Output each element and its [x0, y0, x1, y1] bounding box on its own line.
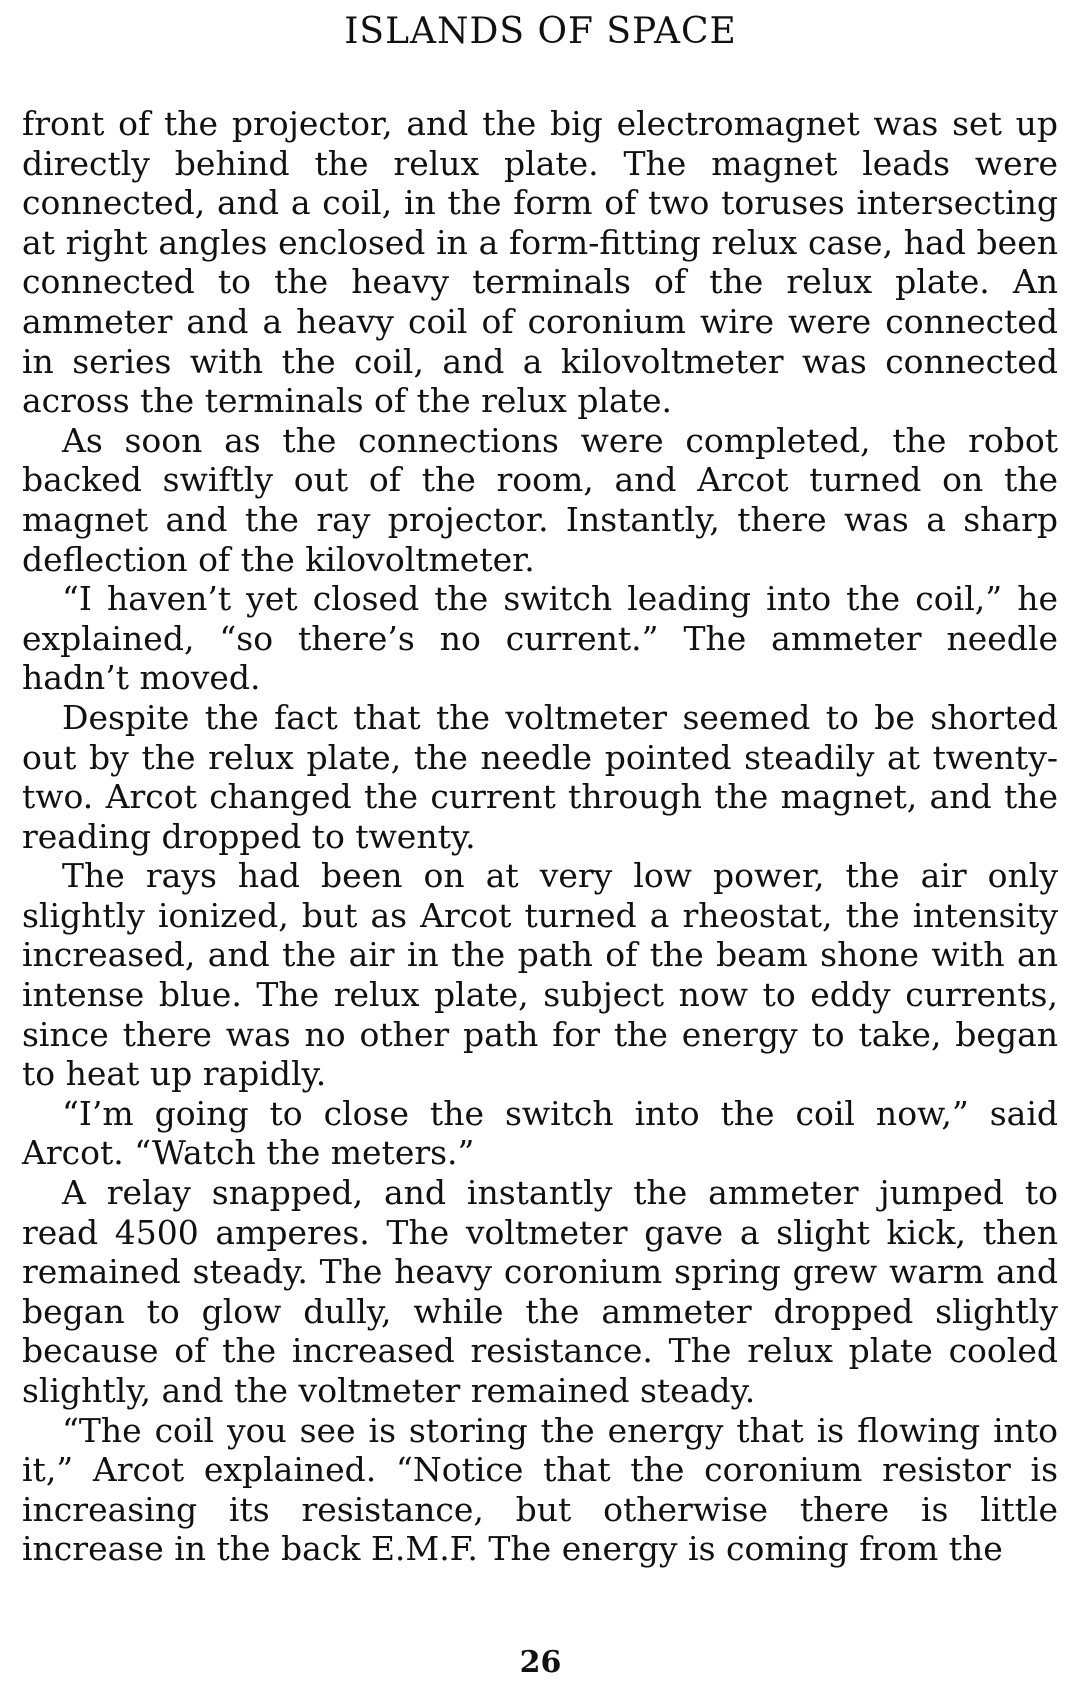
page-number: 26 [519, 1645, 562, 1680]
paragraph-2: As soon as the connections were completed, the robot backed swiftly out of the room, and Arcot turned on the magnet and the ray projector. Instantly, there was a sharp deflection of the kilovoltmeter. [22, 420, 1058, 579]
paragraph-5: The rays had been on at very low power, the air only slightly ionized, but as Arcot turned a rheostat, the intensity increased, and the air in the path of the beam shone with an intense blue. The relux plate, subject now to eddy currents, since there was no other path for the energy to take, began to heat up rapidly. [22, 856, 1058, 1094]
paragraph-8: “The coil you see is storing the energy that is flowing into it,” Arcot explained. “Notice that the coronium resistor is increasing its resistance, but otherwise there is little increase in the back E.M.F. The energy is coming from the [22, 1410, 1058, 1569]
body-text [22, 104, 1058, 1569]
running-head: ISLANDS OF SPACE [344, 11, 737, 52]
paragraph-3: “I haven’t yet closed the switch leading into the coil,” he explained, “so there’s no current.” The ammeter needle hadn’t moved. [22, 579, 1058, 698]
paragraph-1: front of the projector, and the big electromagnet was set up directly behind the relux plate. The magnet leads were connected, and a coil, in the form of two toruses intersecting at right angles enclosed in a form-fitting relux case, had been connected to the heavy terminals of the relux plate. An ammeter and a heavy coil of coronium wire were connected in series with the coil, and a kilovoltmeter was connected across the terminals of the relux plate. [22, 104, 1058, 421]
paragraph-6: “I’m going to close the switch into the coil now,” said Arcot. “Watch the meters.” [22, 1093, 1058, 1173]
paragraph-7: A relay snapped, and instantly the ammeter jumped to read 4500 amperes. The voltmeter gave a slight kick, then remained steady. The heavy coronium spring grew warm and began to glow dully, while the ammeter dropped slightly because of the increased resistance. The relux plate cooled slightly, and the voltmeter remained steady. [22, 1173, 1058, 1410]
paragraph-4: Despite the fact that the voltmeter seemed to be shorted out by the relux plate, the needle pointed steadily at twenty-two. Arcot changed the current through the magnet, and the reading dropped to twenty. [22, 697, 1058, 856]
